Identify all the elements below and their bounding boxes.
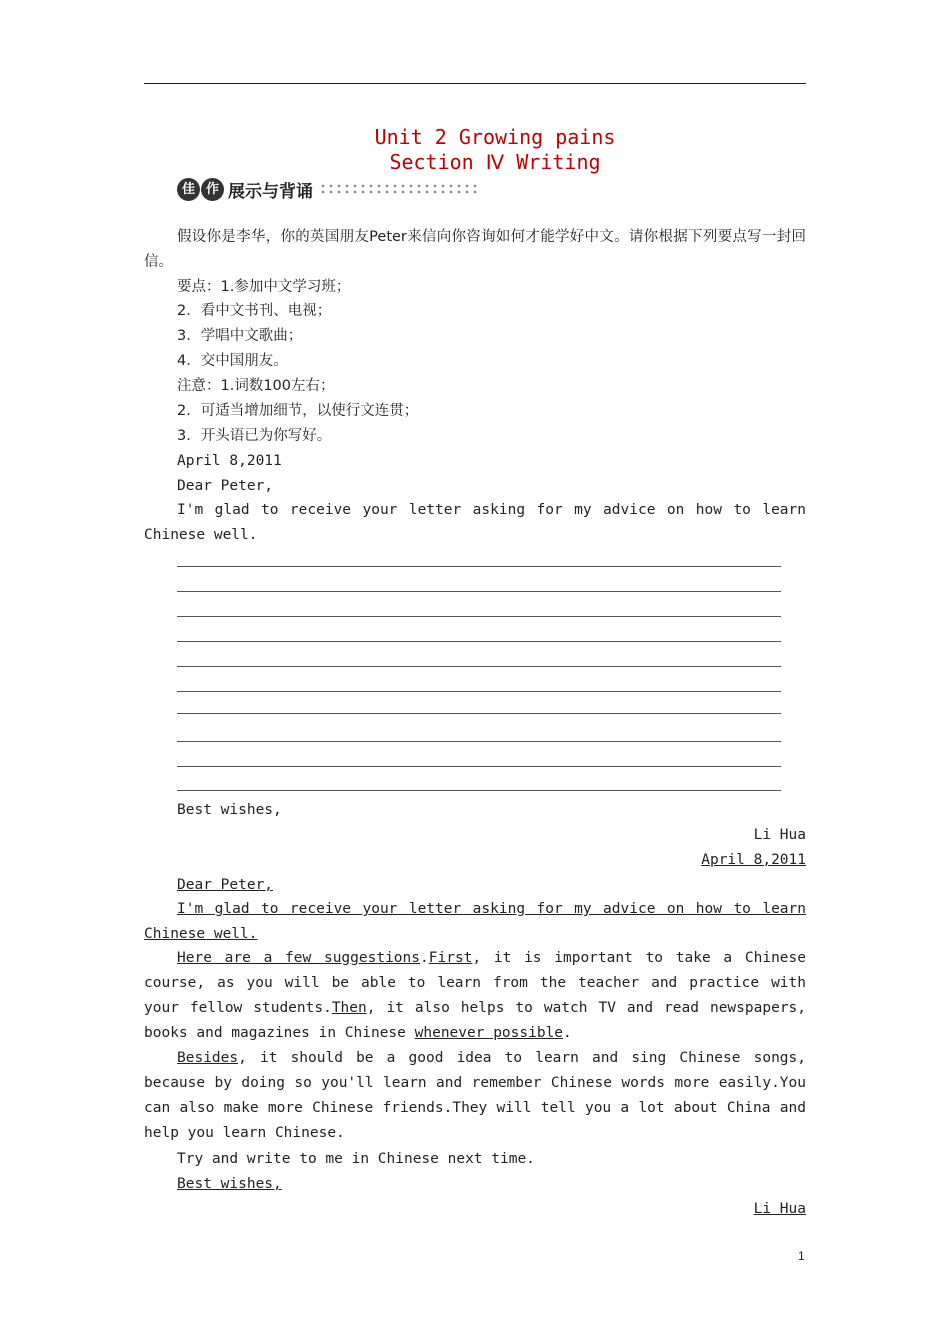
banner-text: 展示与背诵	[228, 181, 313, 202]
phrase-whenever-possible: whenever possible	[414, 1025, 564, 1041]
model-date: April 8,2011	[701, 852, 806, 868]
p2-text-1: , it is important to take a Chinese course, as you will be able to learn from the teacher and practice with your fellow students.	[144, 950, 806, 1016]
unit-title: Unit 2 Growing pains	[374, 125, 616, 149]
writing-line[interactable]	[177, 691, 781, 692]
page-number: 1	[798, 1249, 805, 1263]
writing-line[interactable]	[177, 641, 781, 642]
badge-zuo: 作	[201, 178, 224, 201]
model-closing: Best wishes,	[177, 1176, 282, 1192]
punct: .	[420, 950, 429, 966]
model-greeting: Dear Peter,	[177, 877, 274, 893]
writing-line[interactable]	[177, 666, 781, 667]
section-title: Section Ⅳ Writing	[389, 150, 601, 174]
prompt-intro: 假设你是李华，你的英国朋友Peter来信向你咨询如何才能学好中文。请你根据下列要点写一封回信。	[144, 229, 806, 270]
writing-line[interactable]	[177, 713, 781, 714]
phrase-besides: Besides	[177, 1050, 239, 1066]
template-signature: Li Hua	[753, 827, 806, 843]
template-greeting: Dear Peter,	[177, 478, 274, 494]
writing-line[interactable]	[177, 741, 781, 742]
model-opening: I'm glad to receive your letter asking for my advice on how to learn Chinese well.	[144, 901, 806, 942]
section-banner	[177, 176, 479, 202]
notes-line-3: 3．开头语已为你写好。	[177, 428, 332, 444]
model-paragraph-4: Try and write to me in Chinese next time.	[177, 1151, 535, 1167]
notes-line-2: 2．可适当增加细节，以使行文连贯；	[177, 403, 419, 419]
p3-text: , it should be a good idea to learn and sing Chinese songs, because by doing so you'll learn and remember Chinese words more easily.You can also make more Chinese friends.They will tell you a lot about China and help you learn Chinese.	[144, 1050, 806, 1141]
p2-text-2: , it also helps to watch TV and read newspapers, books and magazines in Chinese	[144, 1000, 807, 1041]
template-date: April 8,2011	[177, 453, 282, 469]
template-opening: I'm glad to receive your letter asking for my advice on how to learn Chinese well.	[144, 502, 806, 543]
punct: .	[563, 1025, 572, 1041]
model-paragraph-2	[144, 946, 806, 1046]
phrase-then: Then	[331, 1000, 367, 1016]
writing-line[interactable]	[177, 591, 781, 592]
model-signature: Li Hua	[753, 1201, 806, 1217]
points-line-1: 要点：1.参加中文学习班；	[177, 279, 351, 295]
writing-line[interactable]	[177, 566, 781, 567]
model-paragraph-3	[144, 1046, 806, 1146]
points-line-4: 4．交中国朋友。	[177, 353, 288, 369]
points-line-3: 3．学唱中文歌曲；	[177, 328, 303, 344]
header-rule	[144, 83, 806, 84]
writing-line[interactable]	[177, 766, 781, 767]
phrase-first: First	[428, 950, 473, 966]
template-closing: Best wishes,	[177, 802, 282, 818]
points-line-2: 2．看中文书刊、电视；	[177, 303, 332, 319]
writing-line[interactable]	[177, 790, 781, 791]
notes-line-1: 注意：1.词数100左右；	[177, 378, 335, 394]
dotted-decoration	[319, 183, 479, 195]
phrase-suggestions: Here are a few suggestions	[177, 950, 421, 966]
writing-line[interactable]	[177, 616, 781, 617]
badge-jia: 佳	[177, 178, 200, 201]
